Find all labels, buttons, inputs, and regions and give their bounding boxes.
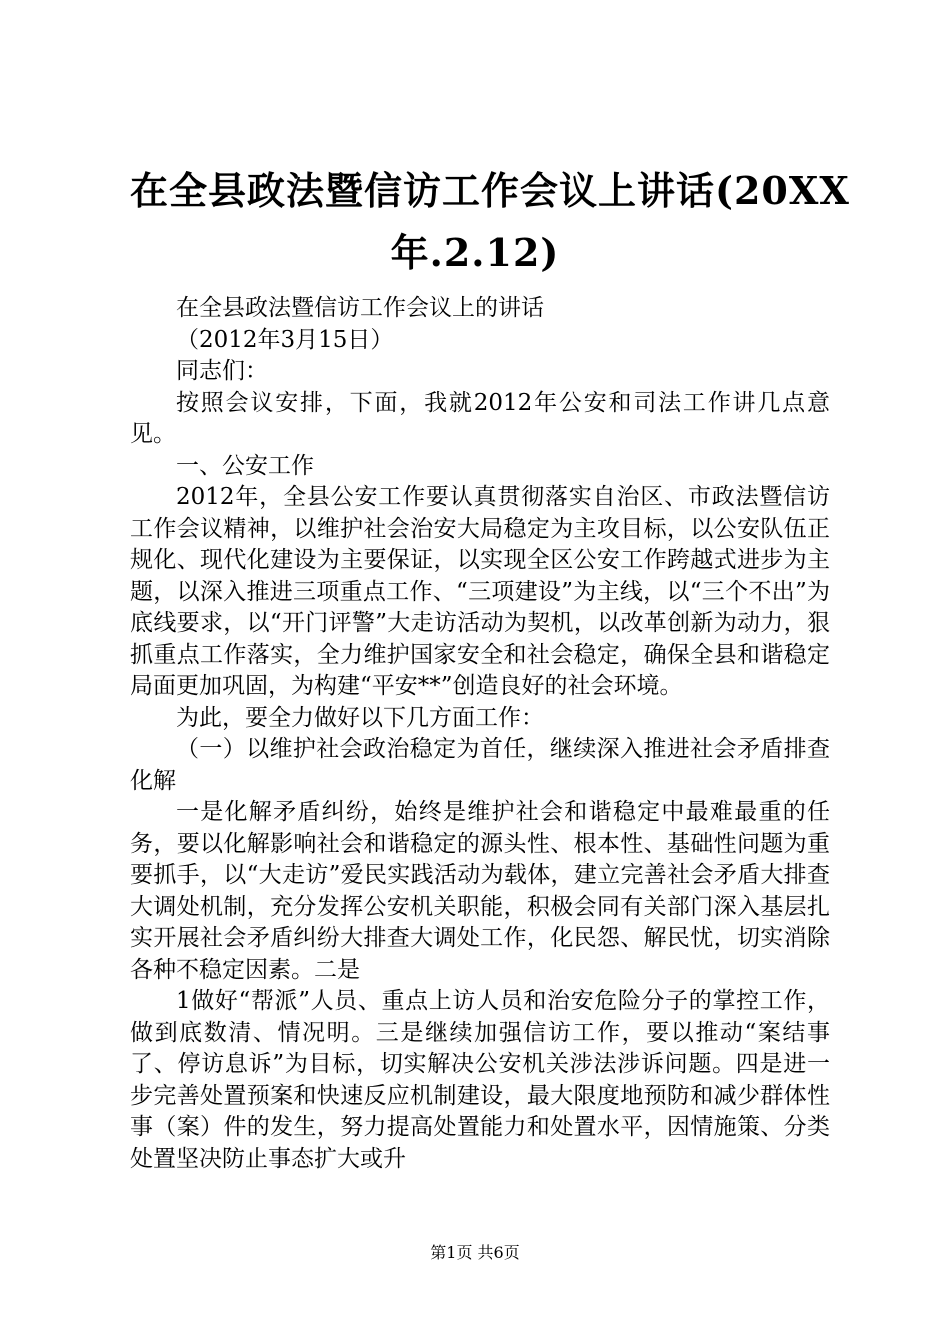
document-body: [130, 293, 830, 1175]
paragraph-intro: 按照会议安排，下面，我就2012年公安和司法工作讲几点意见。: [130, 389, 830, 447]
paragraph-control-work: 1做好“帮派”人员、重点上访人员和治安危险分子的掌控工作，做到底数清、情况明。三是继续加强信访工作，要以推动“案结事了、停访息诉”为目标，切实解决公安机关涉法涉诉问题。四是进一步完善处置预案和快速反应机制建设，最大限度地预防和减少群体性事（案）件的发生，努力提高处置能力和处置水平，因情施策、分类处置坚决防止事态扩大或升: [130, 988, 830, 1172]
paragraph-tasks-intro: 为此，要全力做好以下几方面工作：: [176, 704, 544, 731]
salutation: 同志们：: [176, 358, 268, 384]
subsection-heading-1: （一）以维护社会政治稳定为首任，继续深入推进社会矛盾排查化解: [130, 736, 830, 794]
speech-date: （2012年3月15日）: [176, 326, 394, 353]
paragraph-resolve-conflicts: 一是化解矛盾纠纷，始终是维护社会和谐稳定中最难最重的任务，要以化解影响社会和谐稳定的源头性、根本性、基础性问题为重要抓手，以“大走访”爱民实践活动为载体，建立完善社会矛盾大排查大调处机制，充分发挥公安机关职能，积极会同有关部门深入基层扎实开展社会矛盾纠纷大排查大调处工作，化民怨、解民忧，切实消除各种不稳定因素。二是: [130, 799, 830, 983]
speech-heading: 在全县政法暨信访工作会议上的讲话: [176, 295, 544, 321]
page-footer: 第1页 共6页: [430, 1243, 520, 1262]
paragraph-2012-goals: 2012年，全县公安工作要认真贯彻落实自治区、市政法暨信访工作会议精神，以维护社会治安大局稳定为主攻目标，以公安队伍正规化、现代化建设为主要保证，以实现全区公安工作跨越式进步为主题，以深入推进三项重点工作、“三项建设”为主线，以“三个不出”为底线要求，以“开门评警”大走访活动为契机，以改革创新为动力，狠抓重点工作落实，全力维护国家安全和社会稳定，确保全县和谐稳定局面更加巩固，为构建“平安**”创造良好的社会环境。: [130, 484, 830, 699]
document-title-line-1: 在全县政法暨信访工作会议上讲话(20XX: [130, 168, 850, 213]
document-title-line-2: 年.2.12): [390, 230, 560, 275]
section-heading-public-security: 一、公安工作: [176, 452, 314, 479]
